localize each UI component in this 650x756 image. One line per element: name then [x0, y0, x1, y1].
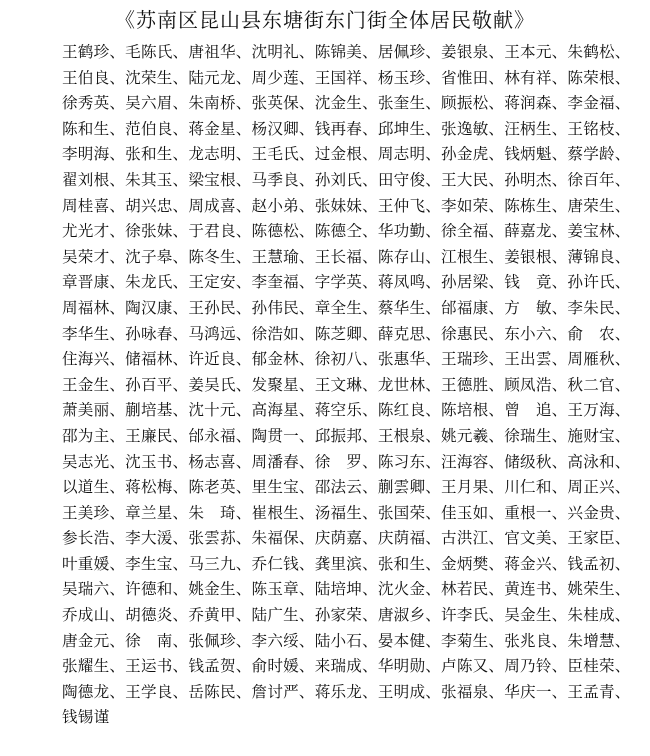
name-list-line: 李明海、张和生、龙志明、王毛氏、过金根、周志明、孙金虎、钱炳魁、蔡学龄、	[62, 145, 631, 164]
name-list-line: 翟刘根、朱其玉、梁宝根、马季良、孙刘氏、田守俊、王大民、孙明杰、徐百年、	[62, 170, 631, 189]
name-list-line: 吴瑞六、许德和、姚金生、陈玉章、陆培坤、沈火金、林若民、黄连书、姚荣生、	[62, 580, 631, 599]
name-list-line: 以道生、蒋松梅、陈老英、里生宝、邵法云、蒯雲卿、王月果、川仁和、周正兴、	[62, 478, 631, 497]
name-list-line: 陈和生、范伯良、蒋金星、杨汉卿、钱再春、邱坤生、张逸敏、汪柄生、王铭枝、	[62, 119, 631, 138]
document-title: 《苏南区昆山县东塘街东门街全体居民敬献》	[115, 8, 535, 32]
name-list-line: 周桂喜、胡兴忠、周成喜、赵小弟、张妹妹、王仲飞、李如荣、陈栋生、唐荣生、	[62, 196, 631, 215]
name-list-line: 住海兴、储福林、许近良、郁金林、徐初八、张惠华、王瑞珍、王出雲、周雁秋、	[62, 350, 631, 369]
name-list-line: 尤光才、徐张妹、于君良、陈德松、陈德仝、华功勤、徐全福、薛嘉龙、姜宝林、	[62, 222, 631, 241]
name-list-line: 章晋康、朱龙氏、王定安、李奎福、字学英、蒋凤鸣、孙居梁、钱 竟、孙许氏、	[62, 273, 631, 292]
name-list-line: 王鹤珍、毛陈氏、唐祖华、沈明礼、陈锦美、居佩珍、姜银泉、王本元、朱鹤松、	[62, 43, 631, 61]
name-list-line: 王美珍、章兰星、朱 琦、崔根生、汤福生、张国荣、佳玉如、重根一、兴金贵、	[62, 503, 631, 522]
name-list-line: 李华生、孙咏春、马鸿远、徐浩如、陈芝卿、薛克思、徐惠民、东小六、俞 农、	[62, 324, 631, 343]
name-list	[62, 40, 650, 731]
name-list-line: 唐金元、徐 南、张佩珍、李六绥、陆小石、晏本健、李菊生、张兆良、朱增慧、	[62, 631, 631, 650]
name-list-line: 叶重媛、李生宝、马三九、乔仁钱、龚里滨、张和生、金炳樊、蒋金兴、钱孟初、	[62, 554, 631, 573]
name-list-line: 乔成山、胡德炎、乔黄甲、陆广生、孙家荣、唐淑乡、许李氏、吴金生、朱桂成、	[62, 606, 631, 625]
name-list-line: 参长浩、李大湲、张雲荪、朱福保、庆荫嘉、庆荫福、古洪江、官文美、王家臣、	[62, 529, 631, 548]
name-list-line: 王伯良、沈荣生、陆元龙、周少莲、王国祥、杨玉珍、省惟田、林有祥、陈荣根、	[62, 68, 631, 87]
name-list-line: 萧美丽、蒯培基、沈十元、高海星、蒋空乐、陈红良、陈培根、曾 追、王万海、	[62, 401, 631, 420]
name-list-line: 张耀生、王运书、钱孟贺、俞时媛、来瑞成、华明勋、卢陈又、周乃铃、臣桂荣、	[62, 657, 631, 676]
name-list-line: 吴荣才、沈子皋、陈冬生、王慧瑜、王长福、陈存山、江根生、姜银根、薄锦良、	[62, 247, 631, 266]
name-list-line: 周福林、陶汉康、王孙民、孙伟民、章全生、蔡华生、邰福康、方 敏、李朱民、	[62, 298, 631, 317]
name-list-line: 陶德龙、王学良、岳陈民、詹讨严、蒋乐龙、王明成、张福泉、华庆一、王孟青、	[62, 682, 631, 701]
name-list-line: 钱锡谨	[62, 708, 110, 727]
name-list-line: 吴志光、沈玉书、杨志喜、周潘春、徐 罗、陈习东、汪海容、储级秋、高泳和、	[62, 452, 631, 471]
name-list-line: 邵为主、王廉民、邰永福、陶贯一、邱振邦、王根泉、姚元羲、徐瑞生、施财宝、	[62, 426, 631, 445]
name-list-line: 徐秀英、吴六眉、朱南桥、张英保、沈金生、张奎生、顾振松、蒋润森、李金福、	[62, 94, 631, 113]
name-list-line: 王金生、孙百平、姜吴氏、发聚星、王文琳、龙世林、王德胜、顾凤浩、秋二官、	[62, 375, 631, 394]
